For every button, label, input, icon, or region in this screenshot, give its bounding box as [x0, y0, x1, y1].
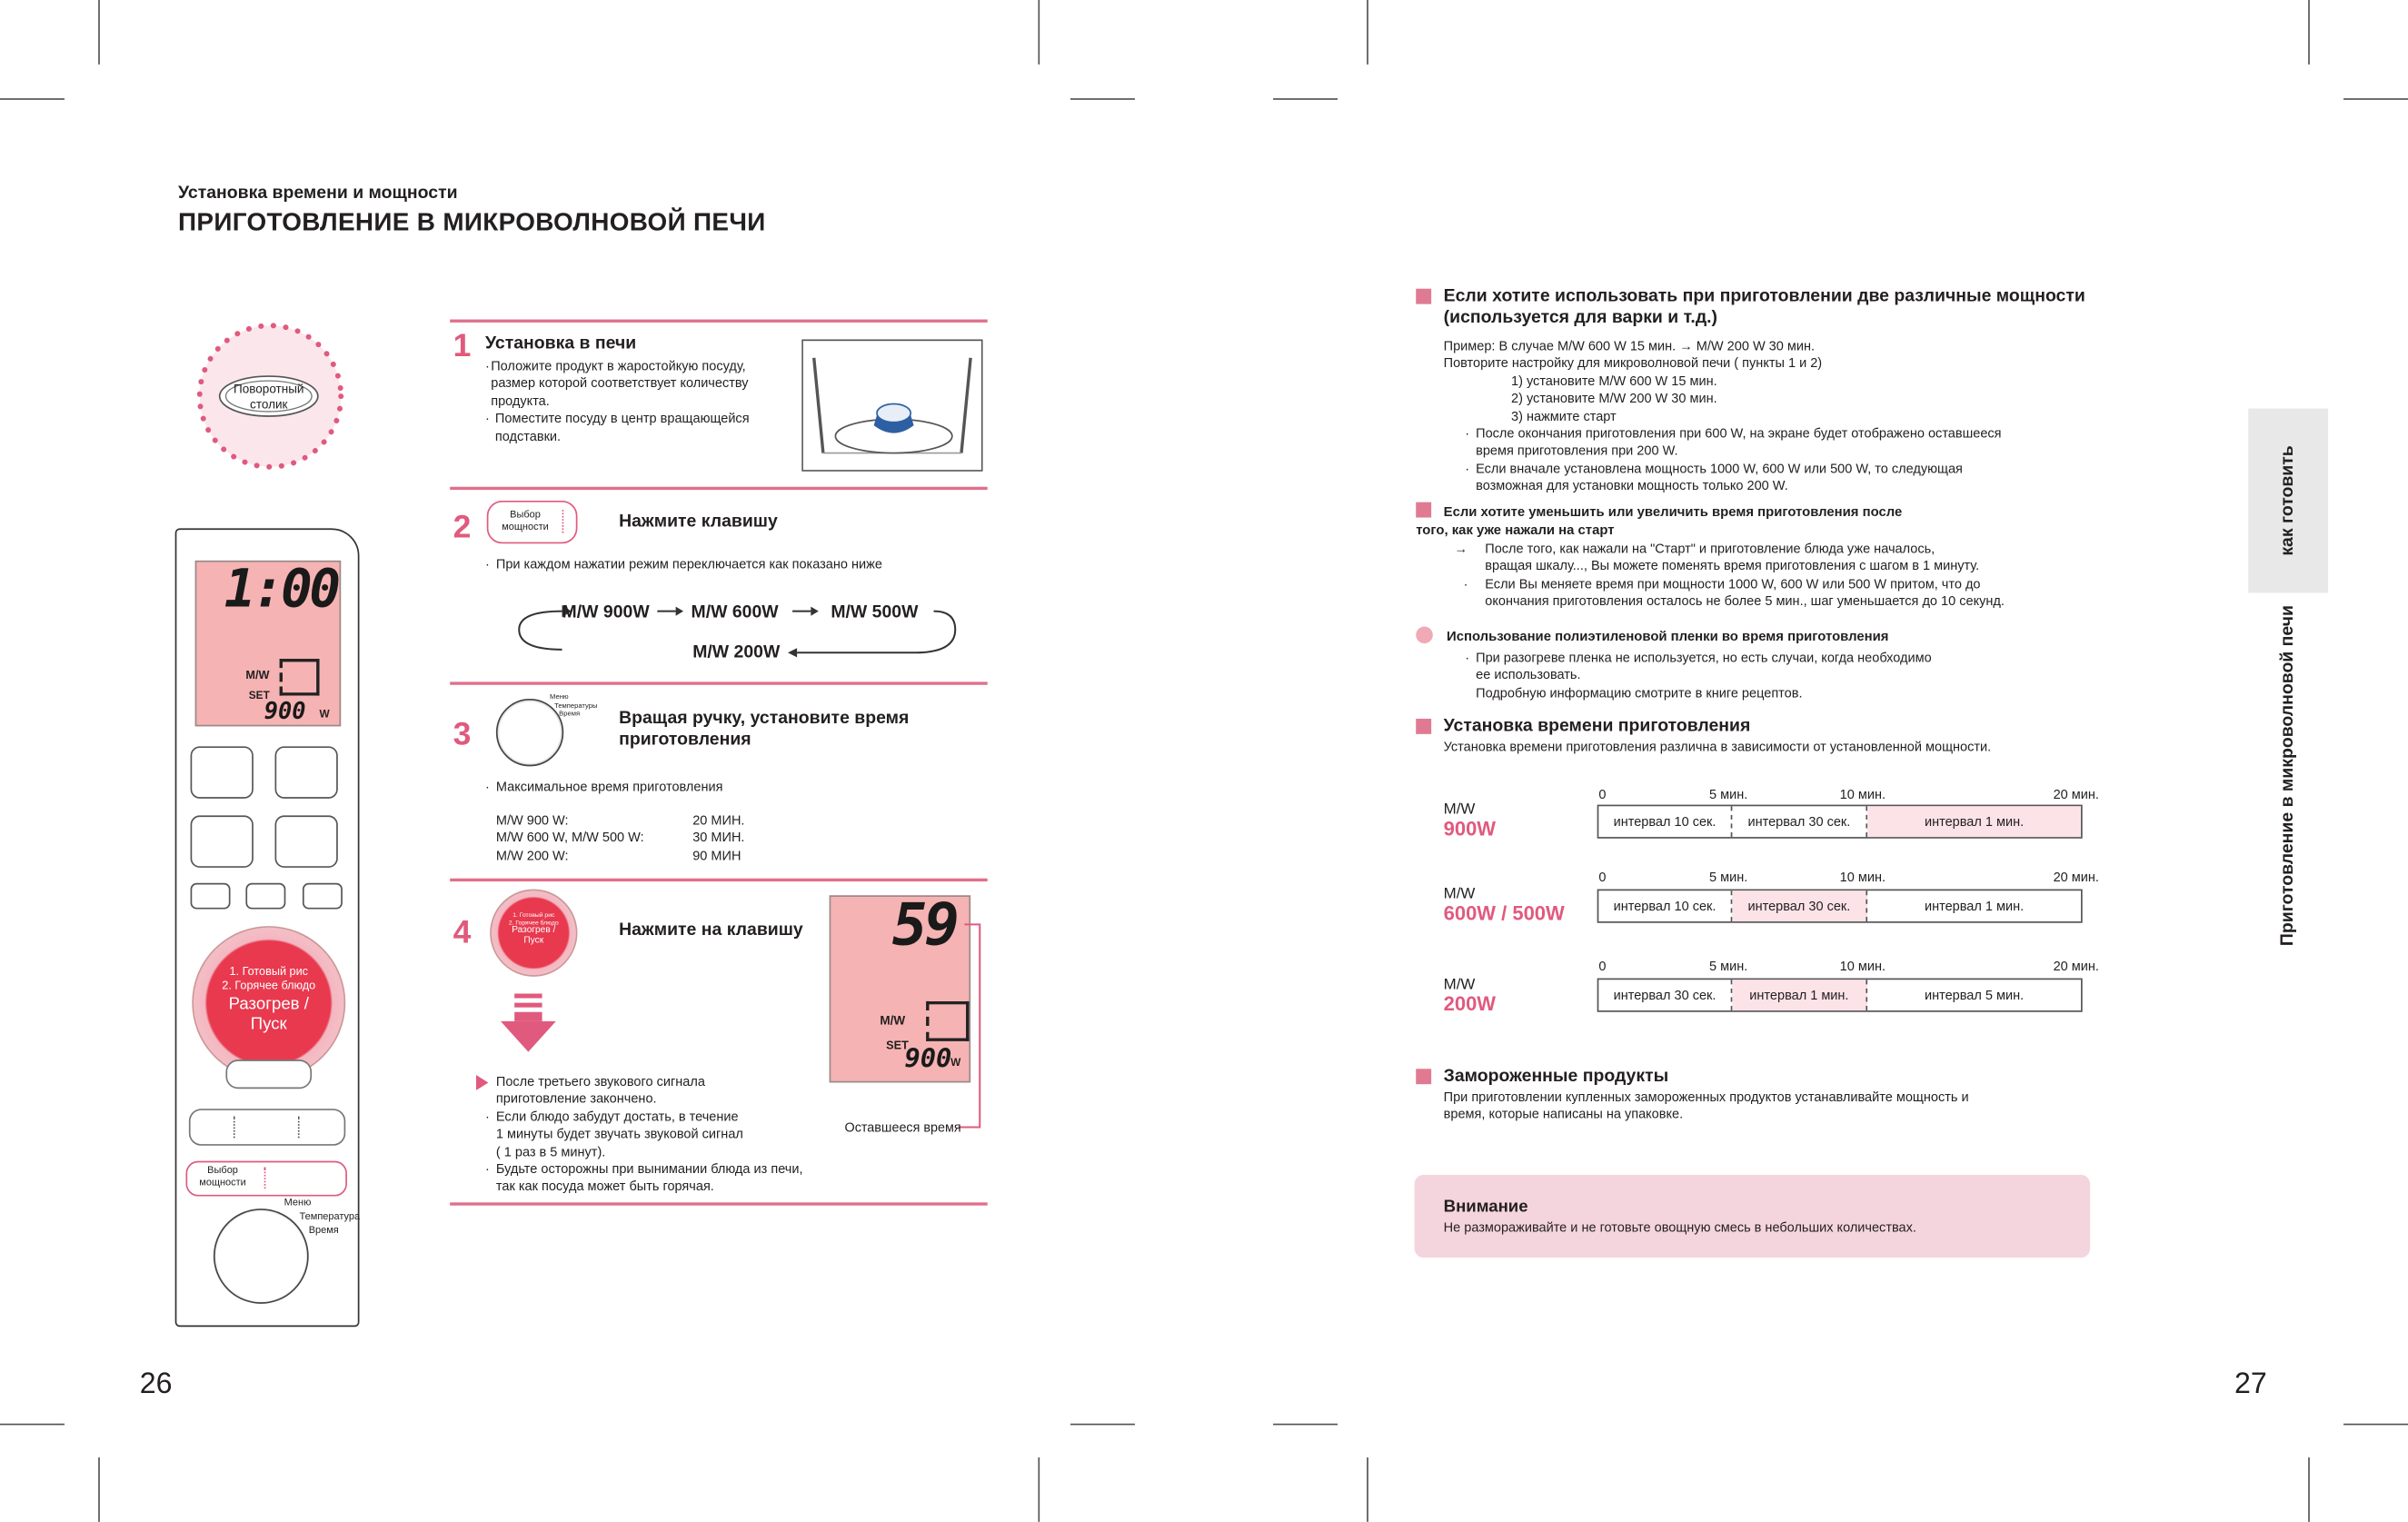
body-line: возможная для установки мощность только 200 W. — [1476, 478, 1788, 493]
step-number: 4 — [453, 915, 472, 951]
body-line: 3) нажмите старт — [1511, 407, 1617, 423]
bullet-text: Положите продукт в жаростойкую посуду, размер которой соответствует количеству продукта. — [491, 357, 749, 409]
mw-indicator: M/W — [245, 668, 270, 682]
dial-label: Время — [308, 1225, 339, 1237]
section-title — [1444, 502, 1903, 521]
step-divider — [450, 320, 988, 323]
panel-wide-button[interactable] — [189, 1109, 345, 1146]
panel-small-button[interactable] — [245, 883, 285, 910]
dial-label: Температуры — [554, 701, 598, 709]
dial-labels — [550, 692, 597, 718]
note-line: После третьего звукового сигнала — [495, 1073, 705, 1089]
body-line: вращая шкалу..., Вы можете поменять время приготовления с шагом в 1 минуту. — [1485, 558, 1980, 574]
section-body: · При разогреве пленка не используется, но есть случаи, когда необходимо ее использовать. Подробную информацию смотрите в книге рецептов. — [1465, 650, 2079, 702]
row-value: 90 МИН — [692, 847, 741, 863]
bracket-line — [952, 921, 990, 1137]
step-title — [619, 708, 909, 751]
step-divider — [450, 879, 988, 881]
max-time-table — [496, 812, 745, 865]
knob-label: Пуск — [250, 1015, 287, 1034]
section-title: Установка времени приготовления — [1443, 717, 1751, 736]
crop-mark — [1070, 1424, 1135, 1426]
panel-button[interactable] — [275, 746, 338, 798]
body-line: ее использовать. — [1476, 667, 1581, 683]
timeline-tick: 10 мин. — [1839, 786, 1886, 802]
row-value: 20 МИН. — [692, 812, 745, 828]
timeline-segment: интервал 1 мин. — [1867, 806, 2081, 837]
step-divider — [450, 681, 988, 684]
dial-label: Меню — [284, 1198, 312, 1209]
section-marker — [1416, 502, 1431, 518]
timeline-watt: 600W / 500W — [1443, 901, 1565, 925]
panel-display — [195, 561, 342, 727]
timeline-mw: M/W — [1443, 886, 1476, 903]
crop-mark — [1273, 98, 1338, 100]
body-line: После окончания приготовления при 600 W, на экране будет отображено оставшееся — [1476, 425, 2002, 442]
crop-mark — [98, 0, 100, 65]
button-label: Выбор — [207, 1165, 238, 1177]
caution-box — [1415, 1175, 2091, 1258]
power-select-button[interactable] — [487, 501, 578, 543]
body-line: время приготовления при 200 W. — [1476, 443, 1678, 459]
panel-small-button[interactable] — [191, 883, 231, 910]
step-title: Нажмите на клавишу — [619, 921, 803, 940]
page-number-right: 27 — [2234, 1368, 2267, 1401]
crop-mark — [1070, 98, 1135, 100]
row-label: M/W 600 W, M/W 500 W: — [495, 830, 644, 846]
timeline-tick: 10 мин. — [1839, 958, 1886, 974]
step-bullet: · Максимальное время приготовления — [485, 779, 722, 796]
section-title: того, как уже нажали на старт — [1416, 522, 1615, 538]
crop-mark — [2308, 1457, 2310, 1522]
knob-label: Пуск — [523, 936, 544, 947]
display-time: 1:00 — [224, 559, 338, 621]
knob-label: 2. Горячее блюдо — [222, 978, 316, 992]
timeline-bar — [1597, 890, 2083, 923]
panel-button[interactable] — [191, 746, 254, 798]
crop-mark — [2343, 1424, 2408, 1426]
timeline-tick: 10 мин. — [1839, 869, 1886, 885]
bullet-text: Поместите посуду в центр вращающейся подставки. — [494, 410, 750, 443]
timeline-tick: 20 мин. — [2053, 786, 2099, 802]
knob-label: Разогрев / — [512, 926, 556, 936]
step-number: 2 — [453, 510, 472, 545]
turntable-label: Поворотный столик — [234, 382, 304, 412]
timeline-tick: 0 — [1598, 958, 1607, 974]
note-line: Будьте осторожны при вынимании блюда из печи, — [495, 1160, 803, 1177]
timeline-segment: интервал 30 сек. — [1598, 980, 1732, 1010]
remaining-time-label: Оставшееся время — [844, 1119, 961, 1135]
panel-small-button[interactable] — [303, 883, 343, 910]
timeline-segment: интервал 10 сек. — [1598, 806, 1732, 837]
stop-button[interactable] — [225, 1059, 312, 1089]
body-line: При разогреве пленка не используется, но есть случаи, когда необходимо — [1476, 649, 1932, 665]
crop-mark — [98, 1457, 100, 1522]
knob-label: 1. Готовый рис — [512, 910, 555, 919]
crop-mark — [0, 1424, 65, 1426]
display-time: 59 — [891, 890, 957, 959]
title-line: приготовления — [619, 731, 751, 750]
note-line: 1 минуты будет звучать звуковой сигнал — [495, 1126, 743, 1142]
section-marker — [1416, 719, 1431, 734]
timeline-tick: 0 — [1598, 786, 1607, 802]
timeline-segment: интервал 10 сек. — [1598, 890, 1732, 921]
bullet-text: При каждом нажатии режим переключается как показано ниже — [495, 555, 882, 572]
time-dial[interactable] — [214, 1209, 309, 1304]
title-line: Если хотите использовать при приготовлении две различные мощности — [1443, 287, 2085, 306]
watt-unit: W — [950, 1058, 961, 1069]
step4-notes: После третьего звукового сигнала приготовление закончено. · Если блюдо забудут достать, в течение 1 минуты будет звучать звуковой сигнал ( 1 раз в 5 минут). · Будьте осторожны при вынимании блюда из печи, так как посуда может быть горячая. — [485, 1073, 854, 1196]
page-number-left: 26 — [139, 1368, 173, 1401]
row-value: 30 МИН. — [692, 830, 745, 846]
step-divider — [450, 1202, 988, 1205]
timer-box-icon — [280, 659, 320, 696]
step-title: Нажмите клавишу — [619, 512, 778, 532]
timeline-tick: 5 мин. — [1709, 958, 1748, 974]
timeline-tick: 0 — [1598, 869, 1607, 885]
start-knob[interactable] — [192, 926, 345, 1079]
title-line: (используется для варки и т.д.) — [1443, 308, 1718, 327]
caution-text: Не размораживайте и не готовьте овощную смесь в небольших количествах. — [1443, 1219, 1916, 1235]
oven-illustration — [801, 340, 982, 472]
body-line: Если Вы меняете время при мощности 1000 W, 600 W или 500 W притом, что до — [1485, 575, 1981, 592]
panel-button[interactable] — [275, 815, 338, 867]
step4-display — [830, 890, 970, 1082]
power-flow-item: M/W 600W — [691, 603, 779, 622]
timeline-segment: интервал 5 мин. — [1924, 987, 2025, 1003]
step-divider — [450, 487, 988, 490]
timeline-tick: 20 мин. — [2053, 958, 2099, 974]
page-title: ПРИГОТОВЛЕНИЕ В МИКРОВОЛНОВОЙ ПЕЧИ — [178, 208, 766, 237]
body-line: Если вначале установлена мощность 1000 W, 600 W или 500 W, то следующая — [1476, 460, 1963, 476]
down-arrow-icon — [501, 993, 556, 1055]
crop-mark — [1273, 1424, 1338, 1426]
timeline-tick: 5 мин. — [1709, 869, 1748, 885]
step-title: Установка в печи — [485, 334, 637, 353]
step-number: 3 — [453, 717, 472, 753]
crop-mark — [2308, 0, 2310, 65]
start-knob-icon — [490, 890, 577, 977]
watt-unit: W — [319, 709, 330, 721]
section-body: → После того, как нажали на "Старт" и приготовление блюда уже началось, вращая шкалу..., Вы можете поменять время приготовления с шагом в 1 минуту. · Если Вы меняете время при мощности 1000 W, 600 W или 500 W притом, что до окончания приготовления осталось не более 5 мин., шаг уменьшается до 10 секунд. — [1454, 541, 2099, 611]
crop-mark — [1367, 1457, 1368, 1522]
step-bullets: · Положите продукт в жаростойкую посуду, размер которой соответствует количеству продукта. · Поместите посуду в центр вращающейся подставки. — [485, 358, 792, 445]
step-bullet: · При каждом нажатии режим переключается как показано ниже — [485, 556, 882, 573]
note-line: так как посуда может быть горячая. — [495, 1179, 714, 1194]
timeline-segment: интервал 30 сек. — [1732, 890, 1867, 921]
power-flow-item: M/W 200W — [692, 643, 781, 662]
body-line: окончания приготовления осталось не более 5 мин., шаг уменьшается до 10 секунд. — [1485, 592, 2005, 609]
body-line: При приготовлении купленных замороженных продуктов устанавливайте мощность и — [1443, 1089, 1969, 1105]
side-tab-label[interactable]: как готовить — [2279, 445, 2298, 556]
section-body — [1444, 1089, 1969, 1124]
timeline-bar — [1597, 979, 2083, 1012]
timeline-segment: интервал 30 сек. — [1732, 806, 1867, 837]
set-indicator: SET — [886, 1038, 909, 1052]
body-line: После того, как нажали на "Старт" и приготовление блюда уже началось, — [1485, 540, 1935, 556]
section-title: Использование полиэтиленовой пленки во время приготовления — [1447, 628, 1889, 644]
knob-label: Разогрев / — [228, 995, 309, 1014]
title-line: Если хотите уменьшить или увеличить время приготовления после — [1443, 503, 1903, 520]
section-title — [1444, 285, 2085, 328]
timeline-tick: 5 мин. — [1709, 786, 1748, 802]
timeline-mw: M/W — [1443, 976, 1476, 994]
power-display: 900 — [904, 1044, 952, 1076]
body-line: время, которые написаны на упаковке. — [1443, 1106, 1684, 1122]
button-label: мощности — [199, 1178, 246, 1189]
knob-label: 1. Готовый рис — [229, 964, 309, 979]
note-line: приготовление закончено. — [495, 1090, 657, 1107]
dial-label: Меню — [550, 692, 569, 701]
section-marker — [1416, 1069, 1431, 1084]
timeline-tick: 20 мин. — [2053, 869, 2099, 885]
section-marker — [1416, 289, 1431, 304]
body-line: Пример: В случае M/W 600 W 15 мин. → M/W 200 W 30 мин. — [1443, 337, 1816, 353]
control-panel — [175, 528, 360, 1327]
title-line: Вращая ручку, установите время — [619, 709, 910, 729]
power-flow-item: M/W 500W — [831, 603, 919, 622]
body-line: Подробную информацию смотрите в книге рецептов. — [1476, 684, 1803, 701]
page-subtitle: Установка времени и мощности — [178, 184, 458, 204]
timeline-segment: интервал 1 мин. — [1732, 980, 1867, 1010]
dial-label: Время — [559, 709, 581, 718]
power-display: 900 — [264, 697, 306, 725]
section-title: Замороженные продукты — [1443, 1067, 1669, 1086]
crop-mark — [2343, 98, 2408, 100]
timeline-watt: 900W — [1443, 817, 1497, 841]
row-label: M/W 900 W: — [495, 812, 569, 828]
note-line: ( 1 раз в 5 минут). — [495, 1143, 606, 1159]
power-select-button[interactable] — [185, 1161, 346, 1197]
knob-label: 2. Горячее блюдо — [508, 918, 559, 927]
mw-indicator: M/W — [880, 1013, 906, 1028]
caution-title: Внимание — [1443, 1198, 1528, 1217]
note-line: Если блюдо забудут достать, в течение — [495, 1108, 739, 1124]
bullet-text: Максимальное время приготовления — [495, 778, 723, 794]
section-body: Пример: В случае M/W 600 W 15 мин. → M/W 200 W 30 мин. Повторите настройку для микроволновой печи ( пункты 1 и 2) 1) установите M/W 600 W 15 мин. 2) установите M/W 200 W 30 мин. 3) нажмите старт · После окончания приготовления при 600 W, на экране будет отображено оставшееся время приготовления при 200 W. · Если вначале установлена мощность 1000 W, 600 W или 500 W, то следующая возможная для установки мощность только 200 W. — [1444, 338, 2089, 495]
step-number: 1 — [453, 328, 472, 364]
timeline-mw: M/W — [1443, 801, 1476, 819]
timeline-segment: интервал 1 мин. — [1924, 898, 2025, 914]
body-line: 1) установите M/W 600 W 15 мин. — [1511, 373, 1717, 389]
dial-label: Температура — [299, 1211, 361, 1223]
button-label: мощности — [502, 522, 549, 533]
timeline-bar — [1597, 805, 2083, 839]
crop-mark — [1038, 0, 1040, 65]
crop-mark — [0, 98, 65, 100]
power-flow-item: M/W 900W — [562, 603, 650, 622]
section-body: Установка времени приготовления различна в зависимости от установленной мощности. — [1443, 738, 1992, 754]
body-line: 2) установите M/W 200 W 30 мин. — [1511, 390, 1717, 406]
circle-marker-icon — [1416, 627, 1433, 644]
crop-mark — [1038, 1457, 1040, 1522]
button-label: Выбор — [510, 510, 541, 521]
crop-mark — [1367, 0, 1368, 65]
timeline-watt: 200W — [1443, 991, 1497, 1016]
body-line: Повторите настройку для микроволновой печи ( пункты 1 и 2) — [1443, 355, 1823, 371]
row-label: M/W 200 W: — [495, 847, 569, 863]
side-tab-label[interactable]: Приготовление в микроволновой печи — [2279, 605, 2298, 947]
set-indicator: SET — [248, 691, 270, 702]
panel-button[interactable] — [191, 815, 254, 867]
